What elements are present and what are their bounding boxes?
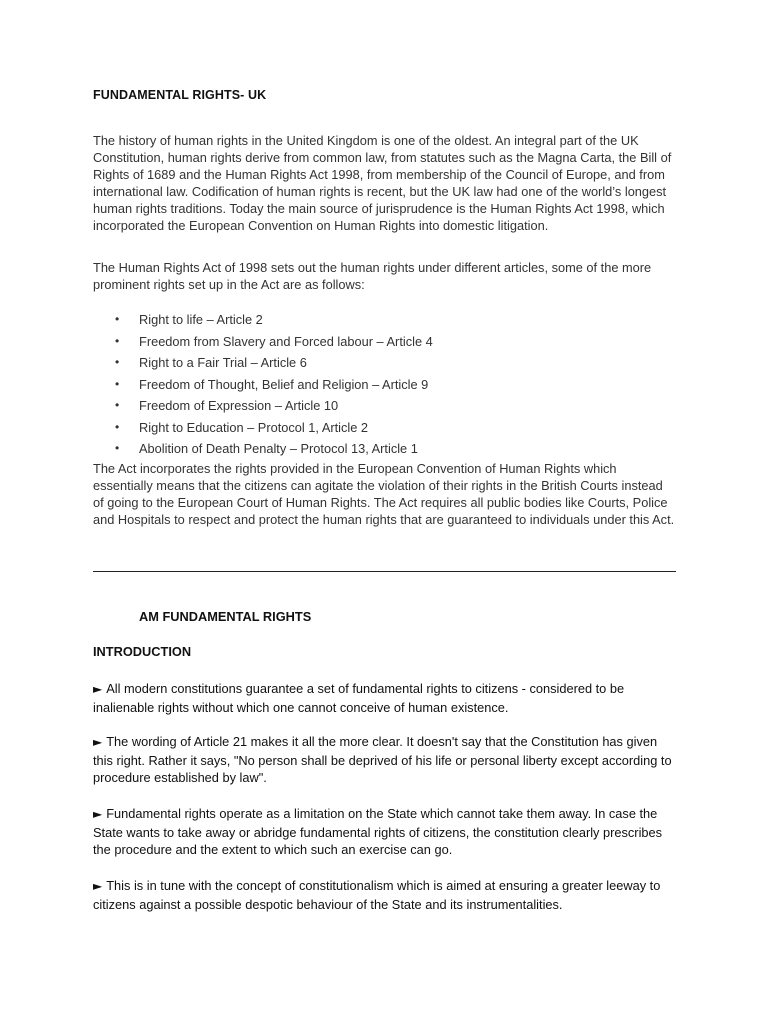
list-item bbox=[93, 395, 676, 417]
intro-point bbox=[93, 680, 676, 716]
intro-point bbox=[93, 733, 676, 787]
intro-point bbox=[93, 877, 676, 913]
bullet-icon: • bbox=[115, 376, 120, 391]
list-item-text: Freedom of Expression – Article 10 bbox=[139, 398, 339, 413]
intro-point-text: All modern constitutions guarantee a set of fundamental rights to citizens - considered to be inalienable rights without which one cannot conceive of human existence. bbox=[93, 681, 625, 715]
list-item-text: Right to life – Article 2 bbox=[139, 312, 263, 327]
intro-point-text: This is in tune with the concept of constitutionalism which is aimed at ensuring a greater leeway to citizens against a possible despotic behaviour of the State and its instrumentalities. bbox=[93, 878, 661, 912]
list-item-text: Freedom of Thought, Belief and Religion – Article 9 bbox=[139, 376, 429, 392]
list-item bbox=[93, 331, 676, 353]
list-item bbox=[93, 417, 676, 439]
arrow-bullet-icon: ► bbox=[93, 807, 103, 821]
list-item bbox=[93, 374, 676, 396]
list-item bbox=[93, 309, 676, 331]
uk-act-summary-paragraph: The Act incorporates the rights provided in the European Convention of Human Rights which essentially means that the citizens can agitate the violation of their rights in the British Courts instead of going to the European Court of Human Rights. The Act requires all public bodies like Courts, Police and Hospitals to respect and protect the human rights that are guaranteed to individuals under this Act. bbox=[93, 461, 675, 527]
list-item-text: Right to a Fair Trial – Article 6 bbox=[139, 355, 307, 370]
bullet-icon: • bbox=[115, 441, 120, 455]
list-item-text: Right to Education – Protocol 1, Article 2 bbox=[139, 419, 369, 435]
uk-section-heading: FUNDAMENTAL RIGHTS- UK bbox=[93, 88, 267, 102]
am-section-heading: AM FUNDAMENTAL RIGHTS bbox=[139, 609, 312, 624]
list-item bbox=[93, 438, 676, 460]
rights-list bbox=[93, 309, 676, 460]
uk-history-paragraph: The history of human rights in the United Kingdom is one of the oldest. An integral part of the UK Constitution, human rights derive from common law, from statutes such as the Magna Carta, the Bill of Rights of 1689 and the Human Rights Act 1998, from membership of the Council of Europe, and from international law. Codification of human rights is recent, but the UK law had one of the world’s longest human rights traditions. Today the main source of jurisprudence is the Human Rights Act 1998, which incorporated the European Convention on Human Rights into domestic litigation. bbox=[93, 133, 672, 233]
bullet-icon: • bbox=[115, 312, 120, 326]
list-item-text: Freedom from Slavery and Forced labour – Article 4 bbox=[139, 333, 433, 349]
arrow-bullet-icon: ► bbox=[93, 682, 103, 696]
uk-act-intro-paragraph: The Human Rights Act of 1998 sets out the human rights under different articles, some of the more prominent rights set up in the Act are as follows: bbox=[93, 260, 652, 292]
bullet-icon: • bbox=[115, 333, 120, 348]
section-divider bbox=[93, 571, 676, 572]
arrow-bullet-icon: ► bbox=[93, 735, 103, 749]
intro-point bbox=[93, 805, 676, 859]
bullet-icon: • bbox=[115, 355, 120, 369]
introduction-heading: INTRODUCTION bbox=[93, 644, 192, 659]
intro-point-text: Fundamental rights operate as a limitation on the State which cannot take them away. In case the State wants to take away or abridge fundamental rights of citizens, the constitution clearly prescribes the procedure and the extent to which such an exercise can go. bbox=[93, 806, 663, 857]
list-item bbox=[93, 352, 676, 374]
bullet-icon: • bbox=[115, 398, 120, 412]
list-item-text: Abolition of Death Penalty – Protocol 13, Article 1 bbox=[139, 441, 418, 456]
arrow-bullet-icon: ► bbox=[93, 879, 103, 893]
bullet-icon: • bbox=[115, 419, 120, 434]
intro-point-text: The wording of Article 21 makes it all the more clear. It doesn't say that the Constitution has given this right. Rather it says, "No person shall be deprived of his life or personal liberty except according to procedure established by law". bbox=[93, 734, 672, 785]
